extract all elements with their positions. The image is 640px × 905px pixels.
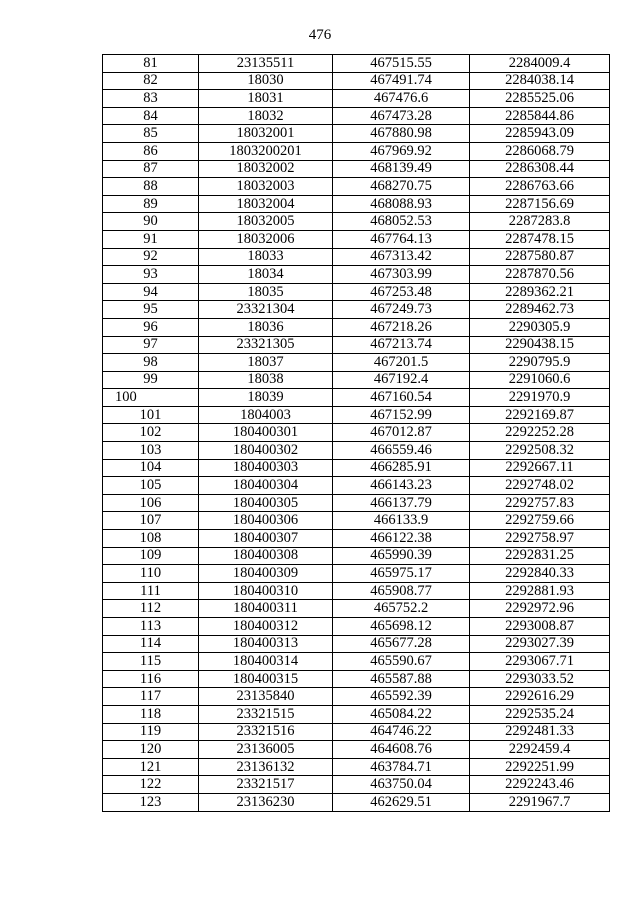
table-row: [103, 600, 610, 618]
point-number-cell: 87: [103, 160, 199, 178]
x-coordinate-cell: 466133.9: [333, 512, 470, 530]
x-coordinate-cell: 465592.39: [333, 688, 470, 706]
point-id-cell: 180400310: [199, 582, 333, 600]
point-number-cell: 86: [103, 142, 199, 160]
point-number-cell: 95: [103, 301, 199, 319]
point-id-cell: 18031: [199, 90, 333, 108]
point-number-cell: 91: [103, 230, 199, 248]
point-id-cell: 18035: [199, 283, 333, 301]
point-id-cell: 18032: [199, 107, 333, 125]
point-number-cell: 98: [103, 354, 199, 372]
y-coordinate-cell: 2285943.09: [470, 125, 610, 143]
point-number-cell: 102: [103, 424, 199, 442]
point-id-cell: 1803200201: [199, 142, 333, 160]
point-id-cell: 23135840: [199, 688, 333, 706]
point-id-cell: 23136132: [199, 758, 333, 776]
table-row: [103, 477, 610, 495]
point-id-cell: 18032002: [199, 160, 333, 178]
x-coordinate-cell: 467476.6: [333, 90, 470, 108]
point-number-cell: 99: [103, 371, 199, 389]
x-coordinate-cell: 465698.12: [333, 618, 470, 636]
y-coordinate-cell: 2292881.93: [470, 582, 610, 600]
x-coordinate-cell: 467152.99: [333, 406, 470, 424]
y-coordinate-cell: 2292508.32: [470, 442, 610, 460]
point-id-cell: 180400306: [199, 512, 333, 530]
point-id-cell: 1804003: [199, 406, 333, 424]
table-row: [103, 670, 610, 688]
y-coordinate-cell: 2292840.33: [470, 565, 610, 583]
x-coordinate-cell: 467313.42: [333, 248, 470, 266]
table-row: [103, 318, 610, 336]
x-coordinate-cell: 468088.93: [333, 195, 470, 213]
y-coordinate-cell: 2285525.06: [470, 90, 610, 108]
point-number-cell: 85: [103, 125, 199, 143]
point-number-cell: 121: [103, 758, 199, 776]
y-coordinate-cell: 2292535.24: [470, 705, 610, 723]
point-number-cell: 107: [103, 512, 199, 530]
point-number-cell: 109: [103, 547, 199, 565]
y-coordinate-cell: 2287870.56: [470, 266, 610, 284]
point-id-cell: 18033: [199, 248, 333, 266]
y-coordinate-cell: 2292252.28: [470, 424, 610, 442]
point-number-cell: 106: [103, 494, 199, 512]
y-coordinate-cell: 2292243.46: [470, 776, 610, 794]
point-number-cell: 84: [103, 107, 199, 125]
point-number-cell: 112: [103, 600, 199, 618]
point-id-cell: 180400312: [199, 618, 333, 636]
y-coordinate-cell: 2293027.39: [470, 635, 610, 653]
x-coordinate-cell: 467764.13: [333, 230, 470, 248]
x-coordinate-cell: 467473.28: [333, 107, 470, 125]
point-id-cell: 23136005: [199, 741, 333, 759]
y-coordinate-cell: 2292169.87: [470, 406, 610, 424]
point-number-cell: 114: [103, 635, 199, 653]
table-row: [103, 55, 610, 73]
table-row: [103, 107, 610, 125]
y-coordinate-cell: 2292831.25: [470, 547, 610, 565]
table-row: [103, 195, 610, 213]
x-coordinate-cell: 465084.22: [333, 705, 470, 723]
point-id-cell: 180400307: [199, 530, 333, 548]
y-coordinate-cell: 2287580.87: [470, 248, 610, 266]
y-coordinate-cell: 2284038.14: [470, 72, 610, 90]
point-number-cell: 82: [103, 72, 199, 90]
table-row: [103, 371, 610, 389]
table-row: [103, 618, 610, 636]
point-number-cell: 83: [103, 90, 199, 108]
table-row: [103, 582, 610, 600]
x-coordinate-cell: 467491.74: [333, 72, 470, 90]
y-coordinate-cell: 2291060.6: [470, 371, 610, 389]
x-coordinate-cell: 468139.49: [333, 160, 470, 178]
point-number-cell: 104: [103, 459, 199, 477]
point-id-cell: 180400302: [199, 442, 333, 460]
y-coordinate-cell: 2291970.9: [470, 389, 610, 407]
y-coordinate-cell: 2292481.33: [470, 723, 610, 741]
point-id-cell: 180400303: [199, 459, 333, 477]
y-coordinate-cell: 2285844.86: [470, 107, 610, 125]
y-coordinate-cell: 2292251.99: [470, 758, 610, 776]
point-number-cell: 92: [103, 248, 199, 266]
table-row: [103, 354, 610, 372]
y-coordinate-cell: 2292667.11: [470, 459, 610, 477]
y-coordinate-cell: 2286308.44: [470, 160, 610, 178]
table-row: [103, 266, 610, 284]
point-id-cell: 180400313: [199, 635, 333, 653]
point-id-cell: 18032006: [199, 230, 333, 248]
point-id-cell: 23321304: [199, 301, 333, 319]
x-coordinate-cell: 466559.46: [333, 442, 470, 460]
y-coordinate-cell: 2286763.66: [470, 178, 610, 196]
x-coordinate-cell: 465975.17: [333, 565, 470, 583]
x-coordinate-cell: 465752.2: [333, 600, 470, 618]
y-coordinate-cell: 2289362.21: [470, 283, 610, 301]
table-row: [103, 213, 610, 231]
y-coordinate-cell: 2292972.96: [470, 600, 610, 618]
table-row: [103, 406, 610, 424]
y-coordinate-cell: 2292759.66: [470, 512, 610, 530]
y-coordinate-cell: 2292748.02: [470, 477, 610, 495]
x-coordinate-cell: 467160.54: [333, 389, 470, 407]
table-row: [103, 653, 610, 671]
table-row: [103, 793, 610, 811]
point-number-cell: 119: [103, 723, 199, 741]
point-id-cell: 180400305: [199, 494, 333, 512]
y-coordinate-cell: 2293008.87: [470, 618, 610, 636]
point-id-cell: 180400304: [199, 477, 333, 495]
x-coordinate-cell: 467249.73: [333, 301, 470, 319]
y-coordinate-cell: 2287283.8: [470, 213, 610, 231]
table-row: [103, 442, 610, 460]
point-number-cell: 115: [103, 653, 199, 671]
table-row: [103, 723, 610, 741]
x-coordinate-cell: 466143.23: [333, 477, 470, 495]
table-row: [103, 301, 610, 319]
x-coordinate-cell: 467253.48: [333, 283, 470, 301]
table-row: [103, 494, 610, 512]
table-row: [103, 160, 610, 178]
y-coordinate-cell: 2287156.69: [470, 195, 610, 213]
x-coordinate-cell: 468270.75: [333, 178, 470, 196]
point-id-cell: 18032001: [199, 125, 333, 143]
x-coordinate-cell: 466285.91: [333, 459, 470, 477]
table-body: [103, 55, 610, 812]
x-coordinate-cell: 463784.71: [333, 758, 470, 776]
point-id-cell: 23136230: [199, 793, 333, 811]
point-id-cell: 180400311: [199, 600, 333, 618]
x-coordinate-cell: 466122.38: [333, 530, 470, 548]
point-id-cell: 23321305: [199, 336, 333, 354]
y-coordinate-cell: 2290438.15: [470, 336, 610, 354]
point-id-cell: 18030: [199, 72, 333, 90]
y-coordinate-cell: 2289462.73: [470, 301, 610, 319]
table-row: [103, 512, 610, 530]
table-row: [103, 248, 610, 266]
x-coordinate-cell: 467969.92: [333, 142, 470, 160]
table-row: [103, 635, 610, 653]
point-id-cell: 180400309: [199, 565, 333, 583]
table-row: [103, 688, 610, 706]
point-id-cell: 23321517: [199, 776, 333, 794]
point-id-cell: 18032003: [199, 178, 333, 196]
table-row: [103, 459, 610, 477]
point-number-cell: 93: [103, 266, 199, 284]
x-coordinate-cell: 465908.77: [333, 582, 470, 600]
point-id-cell: 23321516: [199, 723, 333, 741]
point-number-cell: 117: [103, 688, 199, 706]
point-number-cell: 96: [103, 318, 199, 336]
table-row: [103, 336, 610, 354]
x-coordinate-cell: 467515.55: [333, 55, 470, 73]
point-number-cell: 97: [103, 336, 199, 354]
x-coordinate-cell: 467192.4: [333, 371, 470, 389]
point-number-cell: 113: [103, 618, 199, 636]
x-coordinate-cell: 465590.67: [333, 653, 470, 671]
table-row: [103, 178, 610, 196]
x-coordinate-cell: 467218.26: [333, 318, 470, 336]
point-id-cell: 18037: [199, 354, 333, 372]
point-id-cell: 18036: [199, 318, 333, 336]
point-id-cell: 18034: [199, 266, 333, 284]
table-row: [103, 125, 610, 143]
x-coordinate-cell: 463750.04: [333, 776, 470, 794]
table-row: [103, 389, 610, 407]
point-number-cell: 111: [103, 582, 199, 600]
y-coordinate-cell: 2286068.79: [470, 142, 610, 160]
point-id-cell: 18032004: [199, 195, 333, 213]
y-coordinate-cell: 2292758.97: [470, 530, 610, 548]
point-id-cell: 180400308: [199, 547, 333, 565]
point-number-cell: 81: [103, 55, 199, 73]
table-row: [103, 530, 610, 548]
x-coordinate-cell: 468052.53: [333, 213, 470, 231]
point-number-cell: 103: [103, 442, 199, 460]
point-id-cell: 18039: [199, 389, 333, 407]
point-id-cell: 23135511: [199, 55, 333, 73]
table-row: [103, 230, 610, 248]
point-number-cell: 110: [103, 565, 199, 583]
point-number-cell: 89: [103, 195, 199, 213]
point-number-cell: 105: [103, 477, 199, 495]
point-number-cell: 108: [103, 530, 199, 548]
y-coordinate-cell: 2292459.4: [470, 741, 610, 759]
page-number: 476: [308, 27, 332, 43]
point-number-cell: 120: [103, 741, 199, 759]
x-coordinate-cell: 467880.98: [333, 125, 470, 143]
point-id-cell: 23321515: [199, 705, 333, 723]
x-coordinate-cell: 464746.22: [333, 723, 470, 741]
point-number-cell: 94: [103, 283, 199, 301]
table-row: [103, 547, 610, 565]
point-number-cell: 122: [103, 776, 199, 794]
table-row: [103, 72, 610, 90]
y-coordinate-cell: 2287478.15: [470, 230, 610, 248]
table-row: [103, 424, 610, 442]
point-number-cell: 123: [103, 793, 199, 811]
table-row: [103, 758, 610, 776]
table-row: [103, 776, 610, 794]
x-coordinate-cell: 467303.99: [333, 266, 470, 284]
x-coordinate-cell: 465677.28: [333, 635, 470, 653]
x-coordinate-cell: 465587.88: [333, 670, 470, 688]
point-id-cell: 180400301: [199, 424, 333, 442]
point-number-cell: 116: [103, 670, 199, 688]
table-row: [103, 705, 610, 723]
y-coordinate-cell: 2293067.71: [470, 653, 610, 671]
point-number-cell: 100: [103, 389, 199, 407]
y-coordinate-cell: 2293033.52: [470, 670, 610, 688]
table-row: [103, 142, 610, 160]
y-coordinate-cell: 2292616.29: [470, 688, 610, 706]
x-coordinate-cell: 462629.51: [333, 793, 470, 811]
point-id-cell: 180400315: [199, 670, 333, 688]
point-number-cell: 118: [103, 705, 199, 723]
x-coordinate-cell: 466137.79: [333, 494, 470, 512]
coordinates-table: [102, 54, 610, 812]
point-number-cell: 88: [103, 178, 199, 196]
point-number-cell: 101: [103, 406, 199, 424]
point-id-cell: 18038: [199, 371, 333, 389]
point-id-cell: 18032005: [199, 213, 333, 231]
point-number-cell: 90: [103, 213, 199, 231]
x-coordinate-cell: 464608.76: [333, 741, 470, 759]
y-coordinate-cell: 2290795.9: [470, 354, 610, 372]
y-coordinate-cell: 2290305.9: [470, 318, 610, 336]
y-coordinate-cell: 2291967.7: [470, 793, 610, 811]
table-row: [103, 90, 610, 108]
table-row: [103, 565, 610, 583]
x-coordinate-cell: 465990.39: [333, 547, 470, 565]
x-coordinate-cell: 467201.5: [333, 354, 470, 372]
point-id-cell: 180400314: [199, 653, 333, 671]
table-row: [103, 741, 610, 759]
x-coordinate-cell: 467012.87: [333, 424, 470, 442]
table-row: [103, 283, 610, 301]
y-coordinate-cell: 2284009.4: [470, 55, 610, 73]
x-coordinate-cell: 467213.74: [333, 336, 470, 354]
y-coordinate-cell: 2292757.83: [470, 494, 610, 512]
